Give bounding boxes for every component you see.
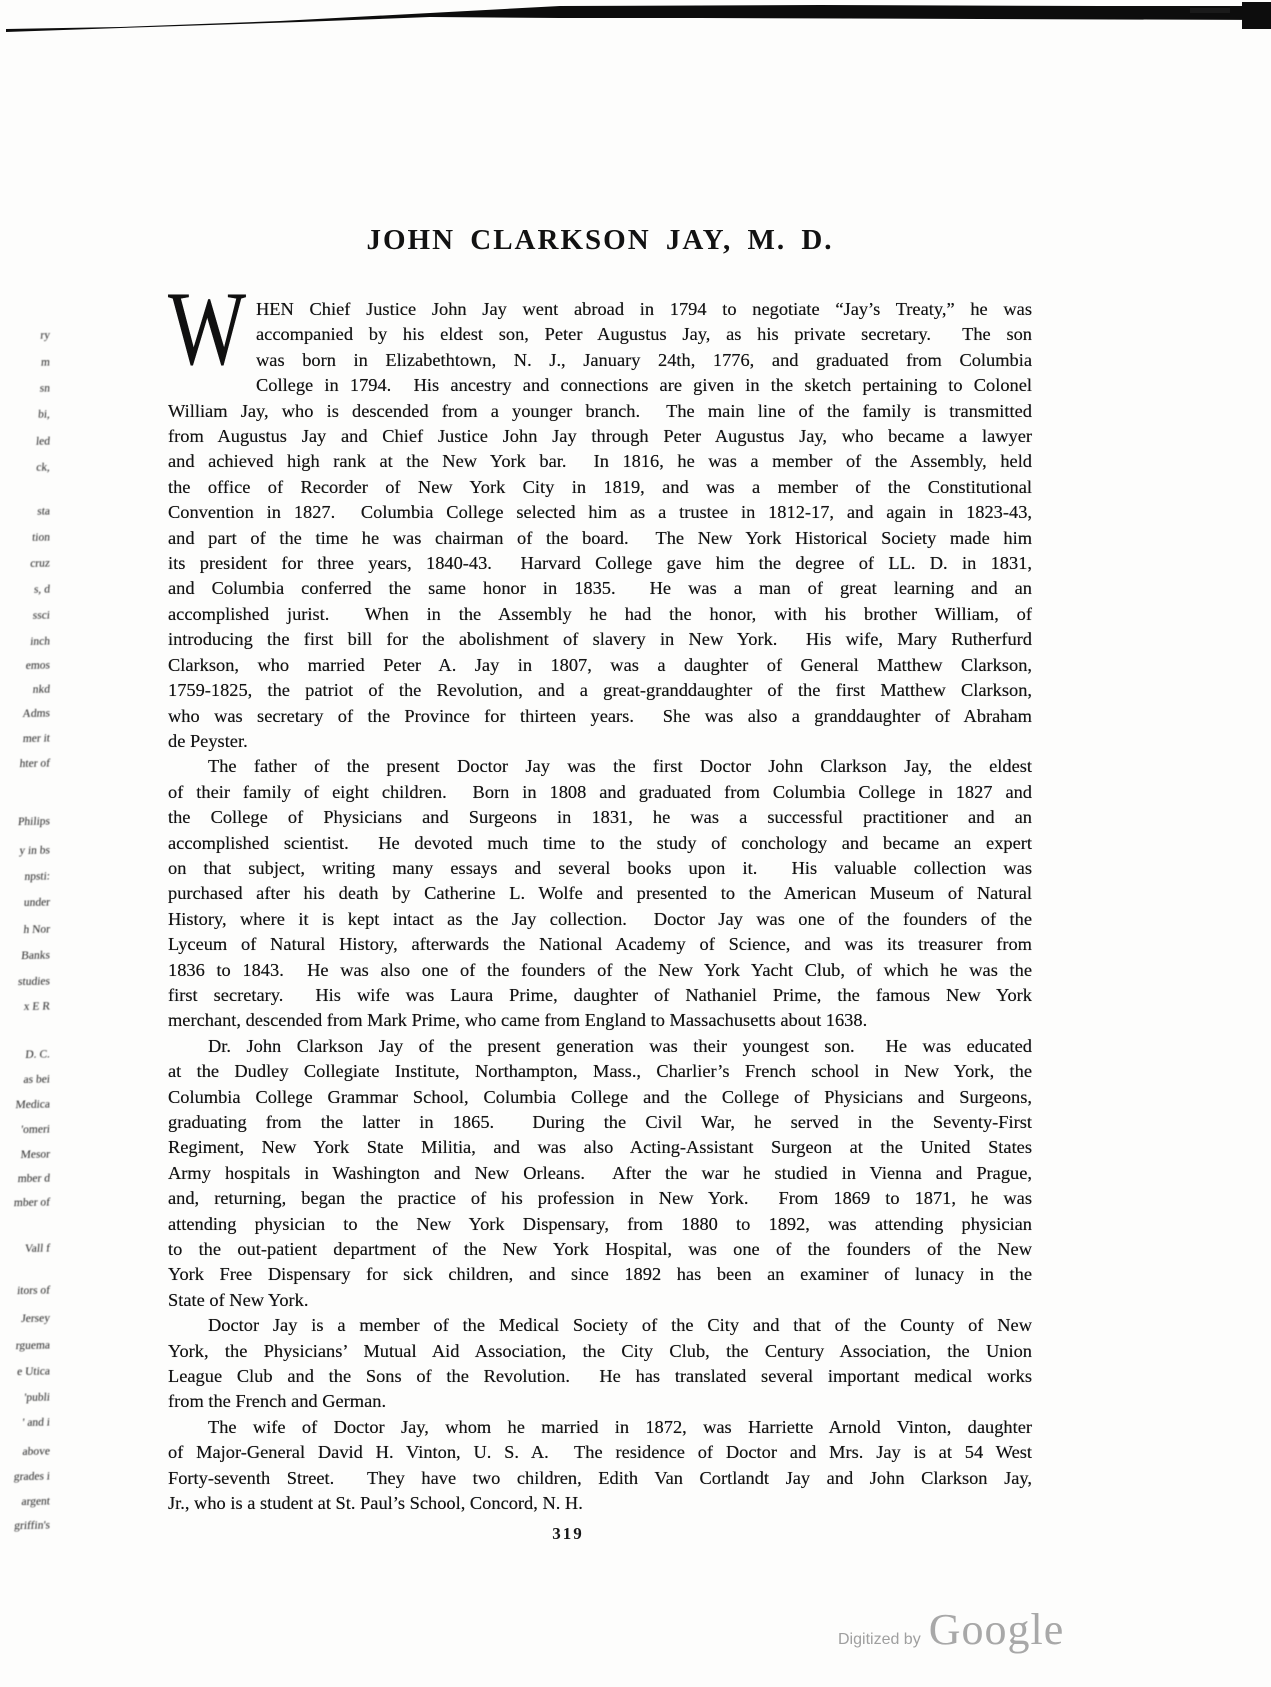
text-line: College in 1794. His ancestry and connections are given in the sketch pertaining to Colonel <box>256 375 1032 396</box>
bleed-text-fragment: grades i <box>13 1470 51 1484</box>
bleed-text-fragment: Medica <box>14 1098 51 1112</box>
text-line: accompanied by his eldest son, Peter Augustus Jay, as his private secretary. The son <box>256 324 1032 345</box>
paragraph <box>168 1034 1032 1313</box>
drop-cap-letter: W <box>168 270 247 387</box>
bleed-text-fragment: s, d <box>33 583 51 596</box>
bleed-text-fragment: emos <box>25 659 51 673</box>
bleed-text-fragment: hter of <box>19 757 51 771</box>
bleed-text-fragment: above <box>22 1445 51 1459</box>
bleed-text-fragment: Banks <box>20 949 51 963</box>
article-body <box>168 270 1032 1517</box>
text-line: and part of the time he was chairman of the board. The New York Historical Society made him <box>168 527 1032 548</box>
text-line: League Club and the Sons of the Revolution. He has translated several important medical works <box>168 1366 1032 1387</box>
page-title: JOHN CLARKSON JAY, M. D. <box>366 224 834 256</box>
bleed-text-fragment: mber of <box>13 1196 51 1210</box>
bleed-text-fragment: 'publi <box>23 1391 51 1405</box>
text-line: State of New York. <box>168 1289 309 1310</box>
text-line: attending physician to the New York Dispensary, from 1880 to 1892, was attending physician <box>168 1213 1032 1234</box>
paragraph <box>168 270 1032 754</box>
text-line: was born in Elizabethtown, N. J., January 24th, 1776, and graduated from Columbia <box>256 349 1032 370</box>
bleed-text-fragment: npsti: <box>23 870 51 884</box>
text-line: Dr. John Clarkson Jay of the present generation was their youngest son. He was educated <box>208 1035 1032 1056</box>
text-line: accomplished jurist. When in the Assembly he had the honor, with his brother William, of <box>168 603 1032 624</box>
text-line: from the French and German. <box>168 1391 387 1412</box>
scan-artifact-top-band <box>0 0 1271 44</box>
bleed-text-fragment: D. C. <box>24 1048 51 1062</box>
text-line: to the out-patient department of the New York Hospital, was one of the founders of the New <box>168 1239 1032 1260</box>
text-line: at the Dudley Collegiate Institute, Northampton, Mass., Charlier’s French school in New York, the <box>168 1061 1032 1082</box>
bleed-text-fragment: rguema <box>15 1339 51 1353</box>
bleed-text-fragment: led <box>35 435 51 448</box>
text-line: 1759-1825, the patriot of the Revolution, and a great-granddaughter of the first Matthew Clarkson, <box>168 680 1032 701</box>
text-line: Lyceum of Natural History, afterwards the National Academy of Science, and was its treasurer from <box>168 934 1032 955</box>
text-line: and, returning, began the practice of his profession in New York. From 1869 to 1871, he was <box>168 1188 1032 1209</box>
bleed-text-fragment: bi, <box>37 408 51 421</box>
text-line: its president for three years, 1840-43. Harvard College gave him the degree of LL. D. in 1831, <box>168 553 1032 574</box>
bleed-text-fragment: x E R <box>23 1000 51 1014</box>
text-line: who was secretary of the Province for thirteen years. She was also a granddaughter of Abraham <box>168 705 1032 726</box>
text-line: de Peyster. <box>168 730 248 751</box>
text-line: Convention in 1827. Columbia College selected him as a trustee in 1812-17, and again in 1823-43, <box>168 502 1032 523</box>
text-line: William Jay, who is descended from a younger branch. The main line of the family is transmitted <box>168 400 1032 421</box>
text-line: graduating from the latter in 1865. During the Civil War, he served in the Seventy-First <box>168 1112 1032 1132</box>
bleed-text-fragment: studies <box>17 975 51 989</box>
text-line: Doctor Jay is a member of the Medical Society of the City and that of the County of New <box>208 1315 1032 1336</box>
text-line: of Major-General David H. Vinton, U. S. A. The residence of Doctor and Mrs. Jay is at 54 West <box>168 1442 1032 1463</box>
text-line: merchant, descended from Mark Prime, who came from England to Massachusetts about 1638. <box>168 1010 868 1031</box>
text-line: and achieved high rank at the New York bar. In 1816, he was a member of the Assembly, held <box>168 451 1032 472</box>
bleed-text-fragment: mer it <box>22 732 51 746</box>
bleed-text-fragment: Jersey <box>20 1312 51 1326</box>
text-line: the College of Physicians and Surgeons in 1831, he was a successful practitioner and an <box>168 807 1032 828</box>
text-line: the office of Recorder of New York City in 1819, and was a member of the Constitutional <box>168 476 1032 497</box>
bleed-text-fragment: ssci <box>32 609 51 622</box>
bleed-text-fragment: h Nor <box>22 923 51 937</box>
bleed-text-fragment: under <box>23 896 51 910</box>
text-line: from Augustus Jay and Chief Justice John Jay through Peter Augustus Jay, who became a lawyer <box>168 426 1032 447</box>
bleed-text-fragment: m <box>40 356 51 369</box>
bleed-text-fragment: mber d <box>17 1172 51 1186</box>
bleed-text-fragment: e Utica <box>16 1365 51 1379</box>
bleed-text-fragment: ry <box>39 329 51 342</box>
bleed-text-fragment: ' and i <box>21 1416 51 1430</box>
text-line: 1836 to 1843. He was also one of the founders of the New York Yacht Club, of which he was the <box>168 959 1032 980</box>
bleed-text-fragment: sn <box>39 382 51 395</box>
text-line: The wife of Doctor Jay, whom he married in 1872, was Harriette Arnold Vinton, daughter <box>208 1416 1032 1437</box>
text-line: HEN Chief Justice John Jay went abroad in 1794 to negotiate “Jay’s Treaty,” he was <box>256 299 1032 319</box>
bleed-text-fragment: 'omeri <box>20 1123 51 1137</box>
text-line: Army hospitals in Washington and New Orleans. After the war he studied in Vienna and Prague, <box>168 1162 1032 1183</box>
bleed-text-fragment: itors of <box>16 1284 51 1298</box>
bleed-text-fragment: griffin's <box>13 1519 51 1533</box>
text-line: The father of the present Doctor Jay was the first Doctor John Clarkson Jay, the eldest <box>208 756 1032 777</box>
bleed-text-fragment: Adms <box>21 707 51 721</box>
text-line: York Free Dispensary for sick children, and since 1892 has been an examiner of lunacy in the <box>168 1264 1032 1285</box>
bleed-text-fragment: inch <box>29 635 51 648</box>
text-line: Jr., who is a student at St. Paul’s School, Concord, N. H. <box>168 1493 583 1514</box>
digitized-by-google-watermark <box>838 1604 1064 1655</box>
text-line: purchased after his death by Catherine L. Wolfe and presented to the American Museum of Natural <box>168 883 1032 904</box>
bleed-text-fragment: tion <box>31 531 51 544</box>
bleed-text-fragment: argent <box>20 1495 51 1509</box>
text-line: Columbia College Grammar School, Columbia College and the College of Physicians and Surgeons, <box>168 1086 1032 1107</box>
paragraph <box>168 1415 1032 1517</box>
bleed-text-fragment: Vall f <box>24 1242 51 1256</box>
bleed-text-fragment: nkd <box>32 683 51 696</box>
text-line: introducing the first bill for the abolishment of slavery in New York. His wife, Mary Rutherfurd <box>168 629 1032 650</box>
google-logo: Google <box>928 1605 1065 1654</box>
bleed-text-fragment: ck, <box>35 461 51 474</box>
page-number: 319 <box>552 1524 584 1543</box>
text-line: Forty-seventh Street. They have two children, Edith Van Cortlandt Jay and John Clarkson Jay, <box>168 1467 1032 1488</box>
margin-bleed <box>0 0 60 1687</box>
bleed-text-fragment: cruz <box>29 557 51 570</box>
paragraph <box>168 754 1032 1033</box>
watermark-prefix-label: Digitized by <box>838 1631 921 1648</box>
text-line: of their family of eight children. Born in 1808 and graduated from Columbia College in 1827 and <box>168 781 1032 802</box>
bleed-text-fragment: y in bs <box>18 844 51 858</box>
text-line: on that subject, writing many essays and several books upon it. His valuable collection was <box>168 857 1032 878</box>
text-line: accomplished scientist. He devoted much time to the study of conchology and became an expert <box>168 832 1032 853</box>
text-line: Regiment, New York State Militia, and was also Acting-Assistant Surgeon at the United States <box>168 1137 1032 1158</box>
text-line: first secretary. His wife was Laura Prime, daughter of Nathaniel Prime, the famous New York <box>168 984 1032 1005</box>
text-line: York, the Physicians’ Mutual Aid Association, the City Club, the Century Association, the Union <box>168 1340 1032 1361</box>
text-line: Clarkson, who married Peter A. Jay in 1807, was a daughter of General Matthew Clarkson, <box>168 654 1032 675</box>
text-line: History, where it is kept intact as the Jay collection. Doctor Jay was one of the founders of the <box>168 908 1032 929</box>
bleed-text-fragment: sta <box>36 505 51 518</box>
bleed-text-fragment: Philips <box>17 815 51 829</box>
text-line: and Columbia conferred the same honor in 1835. He was a man of great learning and an <box>168 578 1032 599</box>
bleed-text-fragment: as bei <box>22 1073 51 1087</box>
paragraph <box>168 1313 1032 1415</box>
bleed-text-fragment: Mesor <box>20 1148 51 1162</box>
